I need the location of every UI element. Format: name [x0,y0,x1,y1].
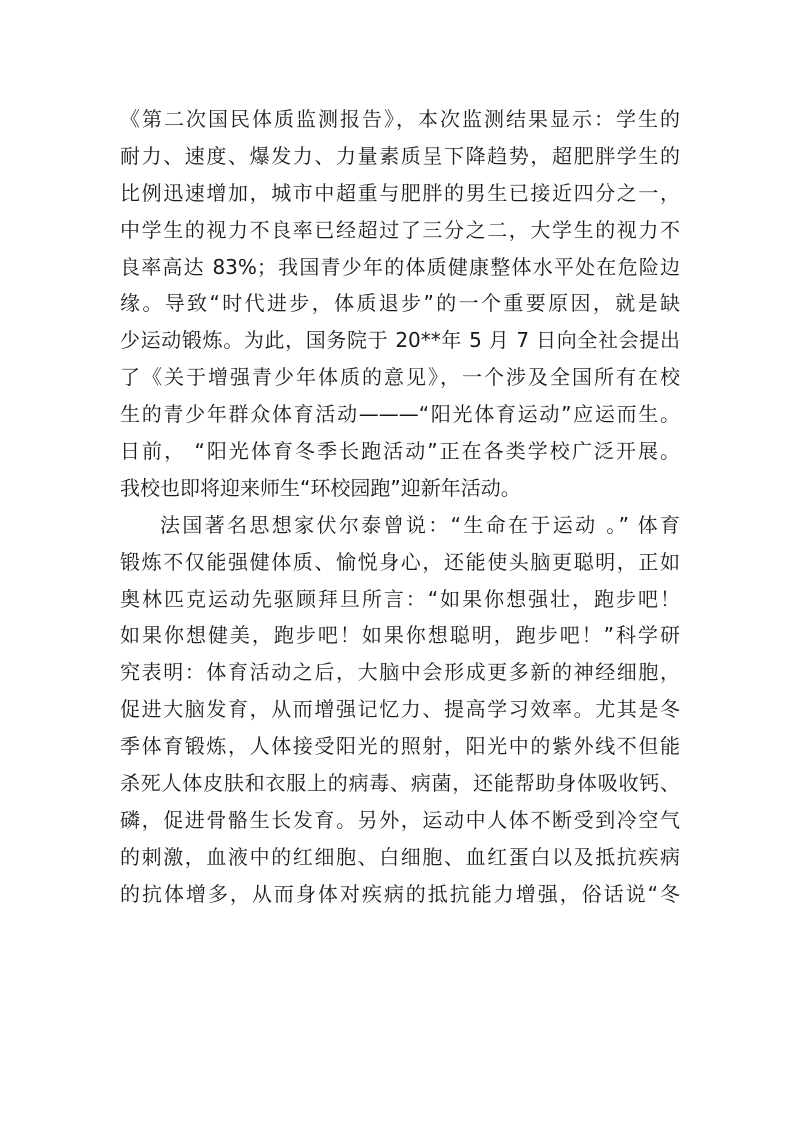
text-line: 杀死人体皮肤和衣服上的病毒、病菌，还能帮助身体吸收钙、 [120,771,680,796]
text-line: 锻炼不仅能强健体质、愉悦身心，还能使头脑更聪明，正如 [120,549,680,574]
paragraph-1 [120,101,680,507]
text-line: 缘。导致“时代进步，体质退步”的一个重要原因，就是缺 [120,291,680,316]
document-body [120,101,680,913]
text-line: 生的青少年群众体育活动———“阳光体育运动”应运而生。 [120,402,680,427]
text-line: 究表明：体育活动之后，大脑中会形成更多新的神经细胞， [120,660,680,685]
text-line: 比例迅速增加，城市中超重与肥胖的男生已接近四分之一， [120,180,680,205]
text-line: 中学生的视力不良率已经超过了三分之二，大学生的视力不 [120,217,680,242]
paragraph-2 [120,507,680,913]
text-line: 少运动锻炼。为此，国务院于 20**年 5 月 7 日向全社会提出 [120,328,680,353]
text-line: 我校也即将迎来师生“环校园跑”迎新年活动。 [120,475,521,500]
text-line: 奥林匹克运动先驱顾拜旦所言：“如果你想强壮，跑步吧！ [120,586,680,611]
text-line: 季体育锻炼，人体接受阳光的照射，阳光中的紫外线不但能 [120,734,680,759]
text-line: 促进大脑发育，从而增强记忆力、提高学习效率。尤其是冬 [120,697,680,722]
text-line: 如果你想健美，跑步吧！如果你想聪明，跑步吧！”科学研 [120,623,680,648]
text-line: 《第二次国民体质监测报告》，本次监测结果显示：学生的 [120,107,680,131]
text-line: 的刺激，血液中的红细胞、白细胞、血红蛋白以及抵抗疾病 [120,844,680,869]
text-line: 了《关于增强青少年体质的意见》，一个涉及全国所有在校 [120,365,680,390]
text-line: 法国著名思想家伏尔泰曾说：“生命在于运动 。” 体育 [160,512,680,537]
text-line: 的抗体增多，从而身体对疾病的抵抗能力增强，俗话说“冬 [120,881,680,906]
text-line: 良率高达 83%；我国青少年的体质健康整体水平处在危险边 [120,254,680,279]
text-line: 耐力、速度、爆发力、力量素质呈下降趋势，超肥胖学生的 [120,143,680,168]
text-line: 日前， “阳光体育冬季长跑活动”正在各类学校广泛开展。 [120,439,680,464]
text-line: 磷，促进骨骼生长发育。另外，运动中人体不断受到冷空气 [120,807,680,832]
